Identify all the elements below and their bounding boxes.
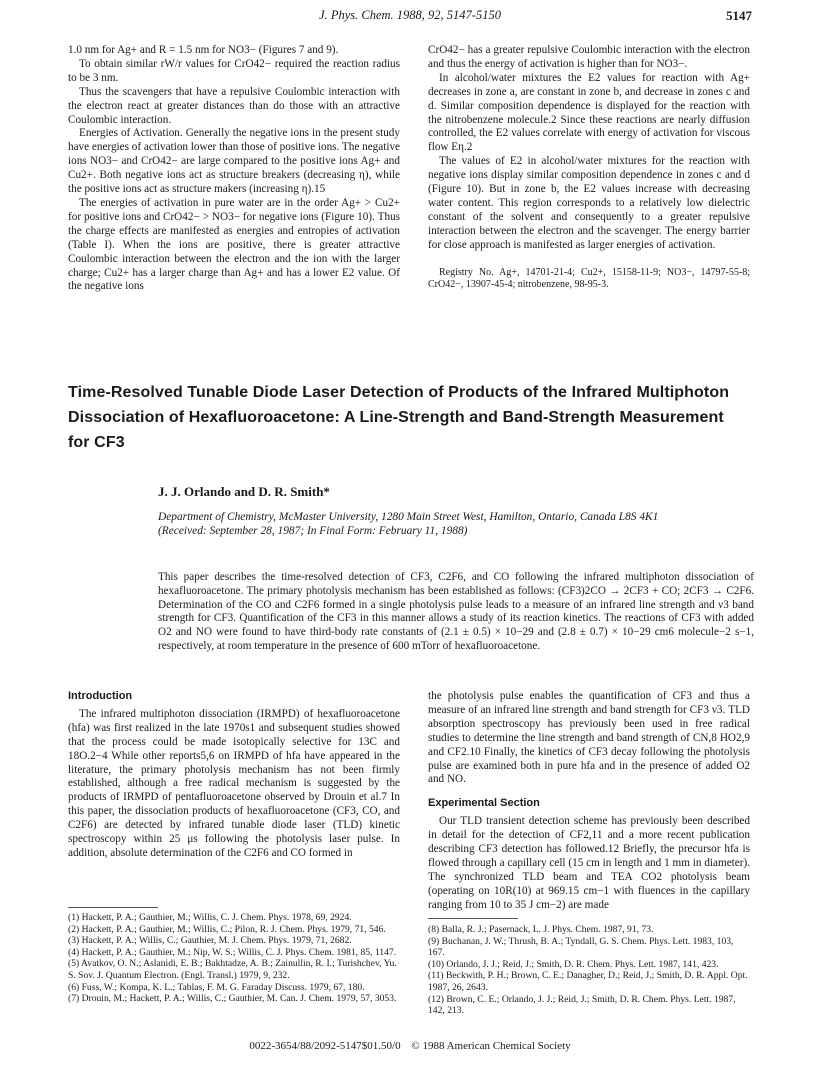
reference-7: (7) Drouin, M.; Hackett, P. A.; Willis, C.; Gauthier, M. Can. J. Chem. 1979, 57, 3053. — [68, 993, 397, 1005]
intro-right-text: the photolysis pulse enables the quantification of CF3 and thus a measure of an infrared line strength and band strength for CF3 ν3. TLD absorption spectroscopy has previously been used in free radical studies to determine the line strength and band strength of CN,8 HO2,9 and CF2.10 Finally, the kinetics of CF3 decay following the photolysis pulse are examined both in pure hfa and in the presence of added O2 and NO. — [428, 690, 750, 786]
abstract: This paper describes the time-resolved detection of CF3, C2F6, and CO following the infrared multiphoton dissociation of hexafluoroacetone. The primary photolysis mechanism has been established as follows: (CF3)2CO → 2CF3 + CO; 2CF3 → C2F6. Determination of the CO and C2F6 formed in a single photolysis pulse leads to a measure of an infrared line strength and ν3 band strength for CF3. Quantification of the CF3 in this manner allows a study of its reaction kinetics. The reactions of CF3 with added O2 and NO were found to have third-body rate constants of (2.1 ± 0.5) × 10−29 and (2.8 ± 0.7) × 10−29 cm6 molecule−2 s−1, respectively, at room temperature in the presence of 600 mTorr of hexafluoroacetone. — [158, 571, 754, 652]
experimental-text: Our TLD transient detection scheme has previously been described in detail for the detection of CF2,11 and a more recent publication describing CF3 detection has followed.12 Briefly, the precursor hfa is flowed through a capillary cell (15 cm in length and 1 mm in diameter). The synchronized TLD beam and TEA CO2 photolysis beam (operating on 10R(10) at 969.15 cm−1 with fluences in the capillary ranging from 10 to 35 J cm−2) are made — [428, 815, 750, 911]
registry-numbers: Registry No. Ag+, 14701-21-4; Cu2+, 15158-11-9; NO3−, 14797-55-8; CrO42−, 13907-45-4; nitrobenzene, 98-95-3. — [428, 266, 750, 291]
prev-article-left-column — [68, 44, 400, 294]
footnote-rule-right — [428, 918, 518, 919]
affiliation-block — [158, 510, 758, 538]
reference-12: (12) Brown, C. E.; Orlando, J. J.; Reid, J.; Smith, D. R. Chem. Phys. Lett. 1987, 142, 213. — [428, 993, 736, 1017]
copyright: © 1988 American Chemical Society — [411, 1040, 571, 1052]
title-line-3: for CF3 — [68, 434, 125, 451]
prev-right-para-3: The values of E2 in alcohol/water mixtures for the reaction with negative ions display similar composition dependence in zones c and d (Figure 10). But in zone b, the E2 values increase with decreasing water content. This region corresponds to a relatively low dielectric constant of the solvent and consequently to a greater repulsive interaction between the electron and the scavenger. The energy barrier for close approach is manifested as larger energies of activation. — [428, 155, 750, 251]
reference-2: (2) Hackett, P. A.; Gauthier, M.; Willis, C.; Pilon, R. J. Chem. Phys. 1979, 71, 546. — [68, 923, 386, 935]
references-right — [428, 924, 750, 1017]
intro-left-text: The infrared multiphoton dissociation (IRMPD) of hexafluoroacetone (hfa) was first realized in the late 1970s1 and subsequent studies showed that the process could be made isotopically selective for 13C and 18O.2−4 While other reports5,6 on IRMPD of hfa have appeared in the literature, the primary photolysis mechanism has not been firmly established, although a free radical mechanism is suggested by the products of IRMPD of pentafluoroacetone observed by Drouin et al.7 In this paper, the dissociation products of hexafluoroacetone (CF3, CO, and C2F6) are detected by infrared tunable diode laser (TLD) kinetic spectroscopy within 25 μs following the photolysis laser pulse. In addition, absolute determination of the C2F6 and CO formed in — [68, 707, 400, 859]
running-header — [0, 8, 820, 24]
journal-citation: J. Phys. Chem. 1988, 92, 5147-5150 — [319, 8, 501, 22]
reference-4: (4) Hackett, P. A.; Gauthier, M.; Nip, W. S.; Willis, C. J. Phys. Chem. 1981, 85, 1147. — [68, 946, 397, 958]
reference-6: (6) Fuss, W.; Kompa, K. L.; Tablas, F. M. G. Faraday Discuss. 1979, 67, 180. — [68, 981, 365, 993]
title-line-2: Dissociation of Hexafluoroacetone: A Line-Strength and Band-Strength Measurement — [68, 409, 724, 426]
prev-left-para-3: Thus the scavengers that have a repulsive Coulombic interaction with the electron react at greater distances than do those with an attractive Coulombic interaction. — [68, 85, 400, 126]
article-title — [68, 380, 768, 455]
reference-5: (5) Avatkov, O. N.; Aslanidi, E. B.; Bakhtadze, A. B.; Zainullin, R. I.; Turishchev, Yu. S. Sov. J. Quantum Electron. (Engl. Transl.) 1979, 9, 232. — [68, 958, 397, 981]
authors: J. J. Orlando and D. R. Smith* — [158, 484, 330, 499]
prev-article-right-column — [428, 44, 750, 292]
experimental-heading: Experimental Section — [428, 797, 540, 810]
page-number: 5147 — [726, 8, 752, 23]
article-code: 0022-3654/88/2092-5147$01.50/0 — [249, 1040, 401, 1052]
page-footer — [0, 1040, 820, 1052]
prev-left-para-2: To obtain similar rW/r values for CrO42− required the reaction radius to be 3 nm. — [68, 57, 400, 84]
title-line-1: Time-Resolved Tunable Diode Laser Detection of Products of the Infrared Multiphoton — [68, 384, 730, 401]
intro-left-column — [68, 690, 400, 861]
prev-left-para-4: Energies of Activation. Generally the negative ions in the present study have energies of activation lower than those of positive ions. The negative ions NO3− and CrO42− are large compared to the positive ions Ag+ and Cu2+. Both negative ions act as structure breakers (decreasing η), while the positive ions act as structure makers (increasing η).15 — [68, 127, 401, 196]
reference-8: (8) Balla, R. J.; Pasernack, L. J. Phys. Chem. 1987, 91, 73. — [428, 924, 654, 935]
prev-left-para-1: 1.0 nm for Ag+ and R = 1.5 nm for NO3− (Figures 7 and 9). — [68, 44, 339, 56]
prev-left-para-5: The energies of activation in pure water are in the order Ag+ > Cu2+ for positive ions and CrO42− > NO3− for negative ions (Figure 10). Thus the charge effects are manifested as energies and entropies of activation (Table I). When the ions are positive, there is greater attractive Coulombic interaction between the electron and the ion with the larger charge; Cu2+ has a larger charge than Ag+ and has a lower E2 value. Of the negative ions — [68, 196, 400, 293]
intro-right-column — [428, 690, 750, 913]
footnote-rule-left — [68, 907, 158, 908]
prev-right-para-1: CrO42− has a greater repulsive Coulombic interaction with the electron and thus the energy of activation is higher than for NO3−. — [428, 44, 750, 70]
reference-3: (3) Hackett, P. A.; Willis, C.; Gauthier, M. J. Chem. Phys. 1979, 71, 2682. — [68, 935, 352, 947]
prev-right-para-2: In alcohol/water mixtures the E2 values for reaction with Ag+ decreases in zone a, are constant in zone b, and decrease in zones c and d. Similar composition dependence is displayed for the reaction with the nitrobenzene molecule.2 Since these reactions are nearly diffusion controlled, the E2 values correlate with energy of activation for viscous flow Eη.2 — [428, 71, 750, 154]
reference-10: (10) Orlando, J. J.; Reid, J.; Smith, D. R. Chem. Phys. Lett. 1987, 141, 423. — [428, 958, 719, 970]
references-left — [68, 912, 400, 1005]
reference-11: (11) Beckwith, P. H.; Brown, C. E.; Danagher, D.; Reid, J.; Smith, D. R. Appl. Opt. 1987, 26, 2643. — [428, 970, 748, 993]
introduction-heading: Introduction — [68, 690, 133, 702]
reference-9: (9) Buchanan, J. W.; Thrush, B. A.; Tyndall, G. S. Chem. Phys. Lett. 1983, 103, 167. — [428, 935, 734, 959]
reference-1: (1) Hackett, P. A.; Gauthier, M.; Willis, C. J. Chem. Phys. 1978, 69, 2924. — [68, 912, 352, 923]
affiliation: Department of Chemistry, McMaster University, 1280 Main Street West, Hamilton, Ontario, Canada L8S 4K1 — [158, 511, 659, 523]
received-dates: (Received: September 28, 1987; In Final Form: February 11, 1988) — [158, 525, 468, 537]
